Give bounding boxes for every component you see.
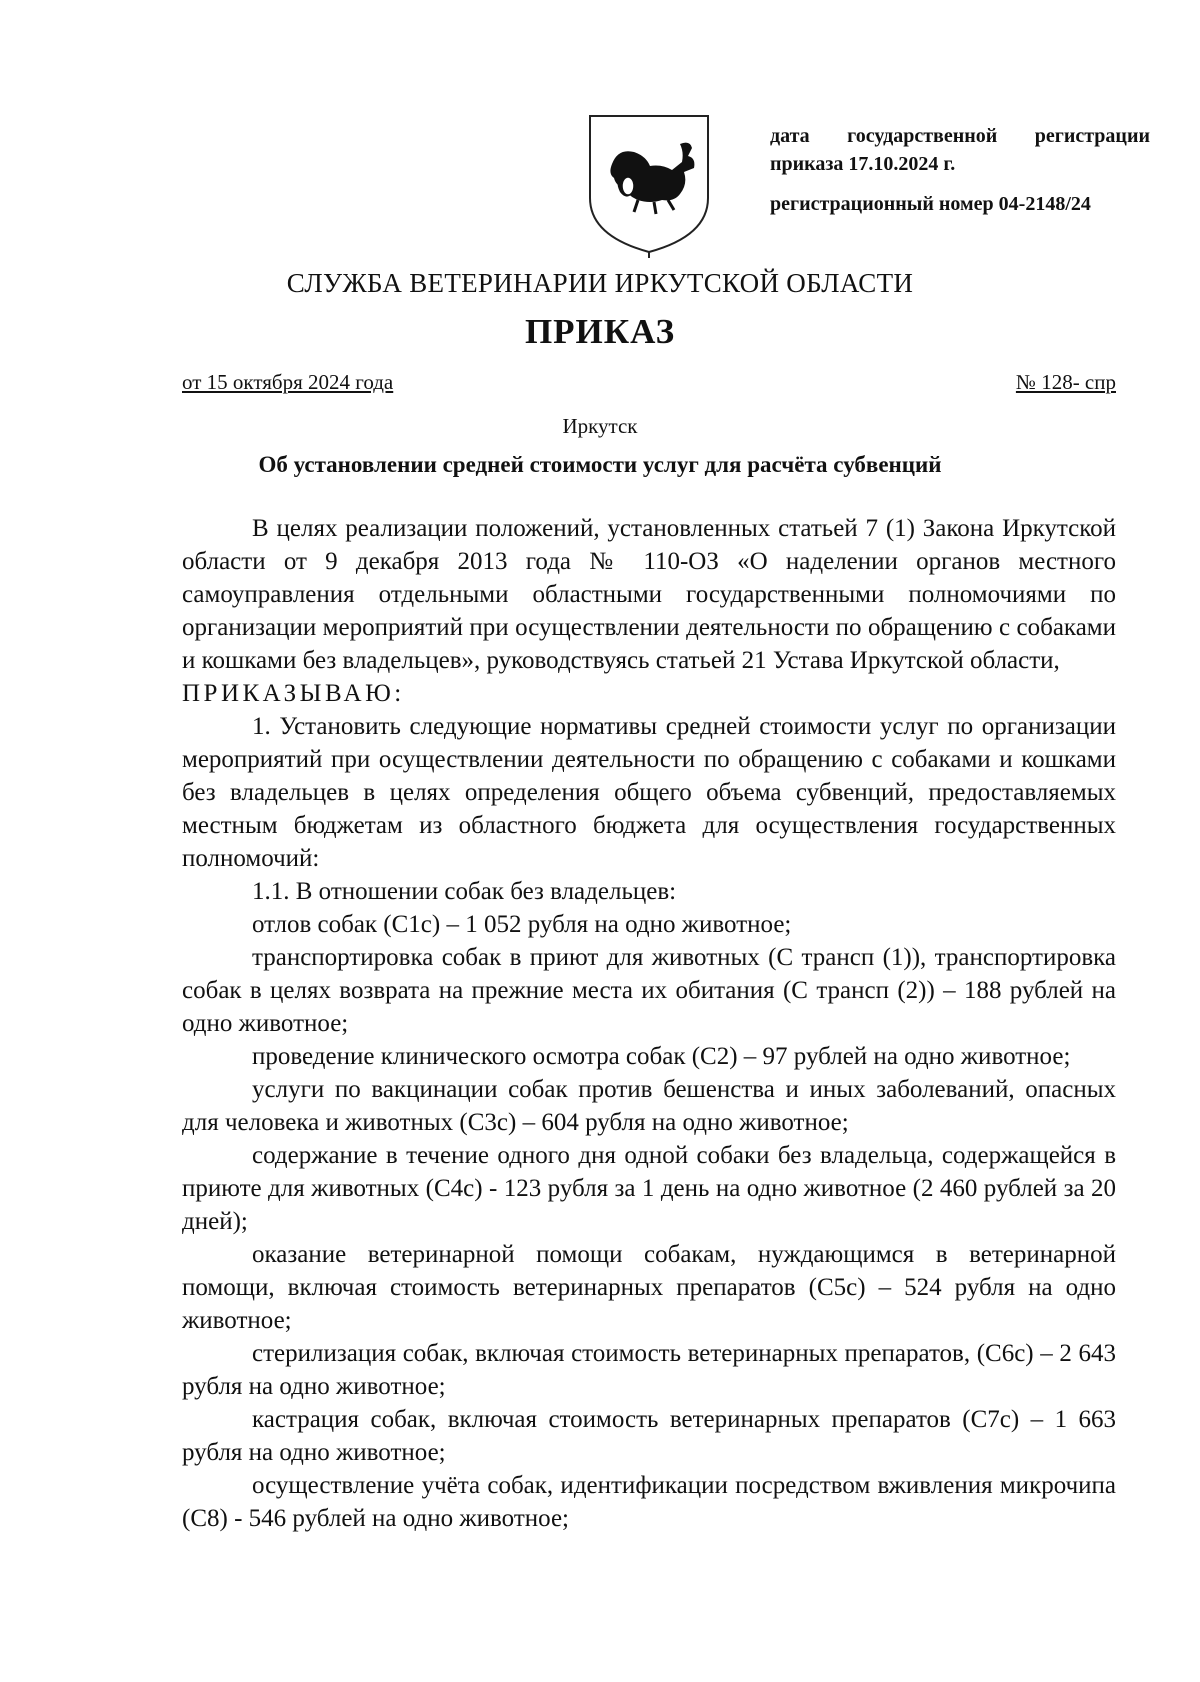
order-word: ПРИКАЗЫВАЮ: <box>182 680 405 707</box>
item-1-1-heading: 1.1. В отношении собак без владельцев: <box>252 878 677 905</box>
coat-of-arms-emblem <box>584 112 714 260</box>
cost-line: кастрация собак, включая стоимость ветеринарных препаратов (С7с) – 1 663 рубля на одно животное; <box>182 1406 1116 1466</box>
registration-word-1: дата <box>770 125 810 147</box>
registration-line-1 <box>770 122 1150 150</box>
order-subject: Об установлении средней стоимости услуг для расчёта субвенций <box>258 452 942 477</box>
cost-line: стерилизация собак, включая стоимость ветеринарных препаратов, (С6с) – 2 643 рубля на одно животное; <box>182 1340 1116 1400</box>
registration-word-2: государственной <box>847 125 998 147</box>
document-type: ПРИКАЗ <box>524 312 676 351</box>
agency-title: СЛУЖБА ВЕТЕРИНАРИИ ИРКУТСКОЙ ОБЛАСТИ <box>286 268 914 298</box>
cost-line: оказание ветеринарной помощи собакам, нуждающимся в ветеринарной помощи, включая стоимость ветеринарных препаратов (С5с) – 524 рубля на одно животное; <box>182 1241 1116 1334</box>
cost-line: транспортировка собак в приют для животных (С трансп (1)), транспортировка собак в целях возврата на прежние места их обитания (С трансп (2)) – 188 рублей на одно животное; <box>182 944 1116 1037</box>
cost-line: содержание в течение одного дня одной собаки без владельца, содержащейся в приюте для животных (С4с) - 123 рубля за 1 день на одно животное (2 460 рублей за 20 дней); <box>182 1142 1116 1235</box>
cost-line: услуги по вакцинации собак против бешенства и иных заболеваний, опасных для человека и животных (С3с) – 604 рубля на одно животное; <box>182 1076 1116 1136</box>
cost-line: проведение клинического осмотра собак (С2) – 97 рублей на одно животное; <box>252 1043 1071 1070</box>
order-body <box>182 512 1116 1535</box>
cost-line: отлов собак (С1с) – 1 052 рубля на одно животное; <box>252 911 792 938</box>
registration-block <box>770 122 1150 218</box>
city: Иркутск <box>562 414 638 438</box>
cost-line: осуществление учёта собак, идентификации посредством вживления микрочипа (С8) - 546 рублей на одно животное; <box>182 1472 1116 1532</box>
order-number: № 128- спр <box>1015 370 1116 394</box>
registration-word-3: регистрации <box>1034 125 1150 147</box>
registration-date: приказа 17.10.2024 г. <box>770 153 956 175</box>
order-date: от 15 октября 2024 года <box>182 370 394 394</box>
preamble-paragraph: В целях реализации положений, установленных статьей 7 (1) Закона Иркутской области от 9 декабря 2013 года № 110-ОЗ «О наделении органов местного самоуправления отдельными областными государственными полномочиями по организации мероприятий при осуществлении деятельности по обращению с собаками и кошками без владельцев», руководствуясь статьей 21 Устава Иркутской области, <box>182 515 1116 674</box>
registration-number: регистрационный номер 04-2148/24 <box>770 193 1091 215</box>
item-1-paragraph: 1. Установить следующие нормативы средней стоимости услуг по организации мероприятий при осуществлении деятельности по обращению с собаками и кошками без владельцев в целях определения общего объема субвенций, предоставляемых местным бюджетам из областного бюджета для осуществления государственных полномочий: <box>182 713 1116 872</box>
